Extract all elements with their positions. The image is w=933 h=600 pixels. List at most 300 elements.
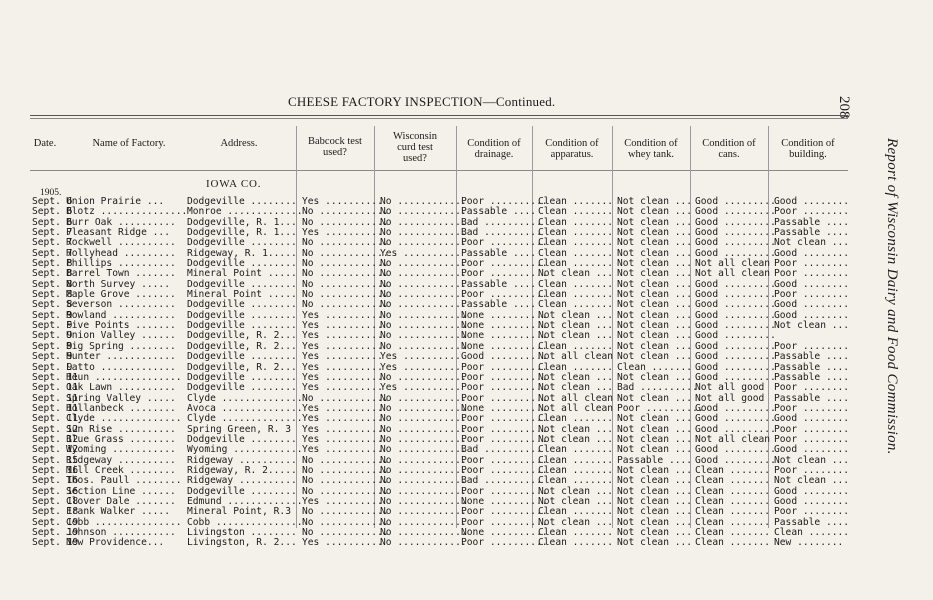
factory-name-cell: Union Prairie ... xyxy=(66,196,165,207)
date-cell: Sept. 8 xyxy=(32,278,73,290)
address-cell: Avoca .............. xyxy=(187,402,303,414)
building-cell: Poor ........ xyxy=(774,340,850,352)
babcock-cell: Yes .......... xyxy=(302,444,383,456)
whey-tank-cell: Poor .......... xyxy=(617,402,704,414)
factory-name-cell: Mill Creek ........ xyxy=(66,464,176,476)
apparatus-cell: Not clean ... xyxy=(538,382,614,394)
curd-test-cell: No ............ xyxy=(380,537,467,549)
cans-cell: Good ......... xyxy=(695,227,776,239)
curd-test-cell: Yes .......... xyxy=(380,382,461,394)
factory-name-cell: Frank Walker ..... xyxy=(66,506,170,518)
cans-cell: Good ......... xyxy=(695,320,776,332)
date-cell: Sept. 12 xyxy=(32,444,79,456)
whey-tank-cell: Not clean ... xyxy=(617,330,693,342)
drainage-cell: None .......... xyxy=(461,495,548,507)
date-cell: Sept. 16 xyxy=(32,485,79,497)
curd-test-cell: Yes .......... xyxy=(380,351,461,363)
curd-test-cell: No ............ xyxy=(380,413,467,425)
curd-test-cell: No ............ xyxy=(380,516,467,528)
building-cell: Good ........ xyxy=(774,413,850,425)
date-cell: Sept. 15 xyxy=(32,454,79,466)
apparatus-cell: Clean ....... xyxy=(538,413,614,425)
building-cell: Passable .... xyxy=(774,216,850,228)
building-cell: Passable .... xyxy=(774,351,850,363)
building-cell: Passable .... xyxy=(774,371,850,383)
cans-cell: Clean ....... xyxy=(695,475,771,487)
factory-name-cell: Barrel Town ....... xyxy=(66,268,176,280)
apparatus-cell: Clean ....... xyxy=(538,216,614,228)
whey-tank-cell: Not clean ... xyxy=(617,227,693,239)
babcock-cell: Yes .......... xyxy=(302,320,383,332)
curd-test-cell: No ............ xyxy=(380,340,467,352)
whey-tank-cell: Not clean ... xyxy=(617,444,693,456)
cans-cell: Good ......... xyxy=(695,413,776,425)
building-cell: Poor ........ xyxy=(774,506,850,518)
drainage-cell: Poor .......... xyxy=(461,433,548,445)
cans-cell: Good ......... xyxy=(695,247,776,259)
date-cell: Sept. 19 xyxy=(32,527,79,538)
building-cell: Poor ........ xyxy=(774,423,850,435)
babcock-cell: No ............ xyxy=(302,454,389,466)
header-curd: Wisconsin curd test used? xyxy=(393,131,437,164)
address-cell: Dodgeville ........ xyxy=(187,258,297,270)
top-rule-2 xyxy=(30,118,848,119)
date-cell: Sept. 8 xyxy=(32,268,73,280)
cans-cell: Good ......... xyxy=(695,237,776,249)
building-cell: Good ........ xyxy=(774,485,850,497)
factory-name-cell: Wyoming ........... xyxy=(66,444,176,456)
factory-name-cell: Ridgeway .......... xyxy=(66,454,176,466)
babcock-cell: No ............ xyxy=(302,392,389,404)
header-cans: Condition of cans. xyxy=(702,138,756,160)
whey-tank-cell: Not clean ... xyxy=(617,485,693,497)
address-cell: Dodgeville ........ xyxy=(187,371,297,383)
factory-name-cell: North Survey ..... xyxy=(66,278,170,290)
address-cell: Edmund ............. xyxy=(187,495,303,507)
babcock-cell: Yes .......... xyxy=(302,351,383,363)
date-cell: Sept. 11 xyxy=(32,392,79,404)
date-cell: Sept. 9 xyxy=(32,309,73,321)
address-cell: Ridgeway, R. 2..... xyxy=(187,464,297,476)
date-cell: Sept. 18 xyxy=(32,495,79,507)
date-cell: Sept. 9 xyxy=(32,351,73,363)
drainage-cell: None .......... xyxy=(461,527,548,538)
apparatus-cell: Clean ....... xyxy=(538,444,614,456)
drainage-cell: Poor .......... xyxy=(461,237,548,249)
date-cell: Sept. 7 xyxy=(32,227,73,239)
drainage-cell: Poor .......... xyxy=(461,423,548,435)
address-cell: Dodgeville ........ xyxy=(187,433,297,445)
header-name: Name of Factory. xyxy=(92,138,166,149)
cans-cell: Clean ....... xyxy=(695,506,771,518)
header-apparatus: Condition of apparatus. xyxy=(545,138,599,160)
whey-tank-cell: Not clean ... xyxy=(617,258,693,270)
curd-test-cell: No ............ xyxy=(380,371,467,383)
table-row xyxy=(0,538,933,548)
factory-name-cell: Clyde .............. xyxy=(66,413,182,425)
address-cell: Dodgeville, R. 2... xyxy=(187,330,297,342)
factory-name-cell: Rowland ........... xyxy=(66,309,176,321)
header-building: Condition of building. xyxy=(781,138,835,160)
curd-test-cell: No ............ xyxy=(380,237,467,249)
whey-tank-cell: Clean ....... xyxy=(617,361,693,373)
whey-tank-cell: Not clean ... xyxy=(617,537,693,549)
factory-name-cell: New Providence... xyxy=(66,537,165,549)
cans-cell: Good ......... xyxy=(695,330,776,342)
apparatus-cell: Not clean ... xyxy=(538,268,614,280)
building-cell: Passable .... xyxy=(774,361,850,373)
whey-tank-cell: Not clean ... xyxy=(617,196,693,207)
address-cell: Mineral Point ..... xyxy=(187,289,297,301)
date-cell: Sept. 6 xyxy=(32,206,73,218)
drainage-cell: Poor .......... xyxy=(461,382,548,394)
cans-cell: Good ......... xyxy=(695,340,776,352)
drainage-cell: Poor .......... xyxy=(461,485,548,497)
babcock-cell: No ............ xyxy=(302,258,389,270)
whey-tank-cell: Not clean ... xyxy=(617,237,693,249)
curd-test-cell: No ............ xyxy=(380,527,467,538)
apparatus-cell: Clean ....... xyxy=(538,289,614,301)
curd-test-cell: No ............ xyxy=(380,299,467,311)
building-cell: Passable .... xyxy=(774,227,850,239)
date-cell: Sept. 12 xyxy=(32,433,79,445)
date-cell: Sept. 11 xyxy=(32,382,79,394)
date-cell: Sept. 9 xyxy=(32,320,73,332)
babcock-cell: Yes .......... xyxy=(302,382,383,394)
date-cell: Sept. 11 xyxy=(32,371,79,383)
apparatus-cell: Clean ....... xyxy=(538,237,614,249)
factory-name-cell: Blue Grass ........ xyxy=(66,433,176,445)
factory-name-cell: Spring Valley ..... xyxy=(66,392,176,404)
whey-tank-cell: Not clean ... xyxy=(617,351,693,363)
whey-tank-cell: Not clean ... xyxy=(617,433,693,445)
apparatus-cell: Not clean ... xyxy=(538,495,614,507)
address-cell: Dodgeville ........ xyxy=(187,351,297,363)
apparatus-cell: Clean ....... xyxy=(538,454,614,466)
date-cell: Sept. 16 xyxy=(32,464,79,476)
whey-tank-cell: Not clean ... xyxy=(617,268,693,280)
building-cell: Poor ........ xyxy=(774,433,850,445)
date-cell: Sept. 6 xyxy=(32,196,73,207)
building-cell: Not clean ... xyxy=(774,237,850,249)
babcock-cell: No ............ xyxy=(302,516,389,528)
curd-test-cell: No ............ xyxy=(380,227,467,239)
cans-cell: Good ......... xyxy=(695,278,776,290)
whey-tank-cell: Not clean ... xyxy=(617,475,693,487)
factory-name-cell: Hunter ............ xyxy=(66,351,176,363)
factory-name-cell: Severson .......... xyxy=(66,299,176,311)
table-row xyxy=(0,383,933,393)
date-cell: Sept. 8 xyxy=(32,258,73,270)
building-cell: Poor ........ xyxy=(774,206,850,218)
cans-cell: Good ......... xyxy=(695,371,776,383)
building-cell: Not clean ... xyxy=(774,454,850,466)
apparatus-cell: Clean ....... xyxy=(538,227,614,239)
curd-test-cell: No ............ xyxy=(380,258,467,270)
drainage-cell: Poor .......... xyxy=(461,464,548,476)
apparatus-cell: Clean ....... xyxy=(538,464,614,476)
cans-cell: Good ......... xyxy=(695,454,776,466)
drainage-cell: Poor .......... xyxy=(461,516,548,528)
table-row xyxy=(0,352,933,362)
address-cell: Dodgeville ........ xyxy=(187,237,297,249)
curd-test-cell: No ............ xyxy=(380,196,467,207)
babcock-cell: Yes .......... xyxy=(302,340,383,352)
curd-test-cell: No ............ xyxy=(380,309,467,321)
apparatus-cell: Clean ....... xyxy=(538,258,614,270)
curd-test-cell: No ............ xyxy=(380,464,467,476)
whey-tank-cell: Not clean ... xyxy=(617,495,693,507)
building-cell: Good ........ xyxy=(774,299,850,311)
date-cell: Sept. 7 xyxy=(32,247,73,259)
cans-cell: Clean ....... xyxy=(695,485,771,497)
building-cell: Good ........ xyxy=(774,444,850,456)
building-cell: Not clean ... xyxy=(774,475,850,487)
drainage-cell: Poor .......... xyxy=(461,258,548,270)
apparatus-cell: Not clean ... xyxy=(538,423,614,435)
factory-name-cell: Oak Lawn .......... xyxy=(66,382,176,394)
drainage-cell: None .......... xyxy=(461,340,548,352)
whey-tank-cell: Not clean ... xyxy=(617,371,693,383)
babcock-cell: Yes .......... xyxy=(302,361,383,373)
babcock-cell: Yes .......... xyxy=(302,227,383,239)
babcock-cell: No ............ xyxy=(302,506,389,518)
address-cell: Dodgeville ........ xyxy=(187,278,297,290)
babcock-cell: Yes .......... xyxy=(302,433,383,445)
address-cell: Spring Green, R. 3 xyxy=(187,423,291,435)
cans-cell: Clean ....... xyxy=(695,495,771,507)
drainage-cell: Good .......... xyxy=(461,351,548,363)
address-cell: Wyoming ............ xyxy=(187,444,303,456)
date-cell: Sept. 16 xyxy=(32,475,79,487)
cans-cell: Good ......... xyxy=(695,299,776,311)
cans-cell: Clean ....... xyxy=(695,464,771,476)
building-cell: Passable .... xyxy=(774,392,850,404)
apparatus-cell: Not all clean xyxy=(538,392,614,404)
date-cell: Sept. 9 xyxy=(32,330,73,342)
date-cell: Sept. 12 xyxy=(32,423,79,435)
factory-name-cell: Rockwell .......... xyxy=(66,237,176,249)
apparatus-cell: Clean ....... xyxy=(538,299,614,311)
building-cell: New ........ xyxy=(774,537,844,549)
apparatus-cell: Clean ....... xyxy=(538,527,614,538)
address-cell: Mineral Point ..... xyxy=(187,268,297,280)
cans-cell: Clean ....... xyxy=(695,537,771,549)
cans-cell: Good ......... xyxy=(695,423,776,435)
babcock-cell: Yes .......... xyxy=(302,330,383,342)
address-cell: Dodgeville ........ xyxy=(187,320,297,332)
babcock-cell: Yes .......... xyxy=(302,537,383,549)
date-cell: Sept. 11 xyxy=(32,402,79,414)
babcock-cell: No ............ xyxy=(302,216,389,228)
date-cell: Sept. 9 xyxy=(32,340,73,352)
apparatus-cell: Clean ....... xyxy=(538,537,614,549)
drainage-cell: Poor .......... xyxy=(461,454,548,466)
building-cell: Passable .... xyxy=(774,516,850,528)
building-cell: Good ........ xyxy=(774,495,850,507)
babcock-cell: Yes .......... xyxy=(302,402,383,414)
factory-name-cell: Phillips .......... xyxy=(66,258,176,270)
cans-cell: Good ......... xyxy=(695,289,776,301)
babcock-cell: No ............ xyxy=(302,278,389,290)
address-cell: Dodgeville, R. 1... xyxy=(187,216,297,228)
whey-tank-cell: Not clean ... xyxy=(617,392,693,404)
factory-name-cell: Section Line ...... xyxy=(66,485,176,497)
babcock-cell: Yes .......... xyxy=(302,196,383,207)
whey-tank-cell: Not clean ... xyxy=(617,527,693,538)
address-cell: Dodgeville ........ xyxy=(187,299,297,311)
curd-test-cell: Yes .......... xyxy=(380,361,461,373)
apparatus-cell: Clean ....... xyxy=(538,475,614,487)
apparatus-cell: Not clean ... xyxy=(538,371,614,383)
factory-name-cell: Hollyhead ......... xyxy=(66,247,176,259)
header-whey: Condition of whey tank. xyxy=(624,138,678,160)
curd-test-cell: Yes .......... xyxy=(380,247,461,259)
date-cell: Sept. 19 xyxy=(32,516,79,528)
address-cell: Dodgeville, R. 1... xyxy=(187,227,297,239)
address-cell: Mineral Point, R.3 xyxy=(187,506,291,518)
babcock-cell: No ............ xyxy=(302,247,389,259)
babcock-cell: No ............ xyxy=(302,475,389,487)
building-cell: Not clean ... xyxy=(774,320,850,332)
curd-test-cell: No ............ xyxy=(380,216,467,228)
date-cell: Sept. 8 xyxy=(32,289,73,301)
address-cell: Clyde .............. xyxy=(187,392,303,404)
date-cell: Sept. 8 xyxy=(32,299,73,311)
drainage-cell: None .......... xyxy=(461,402,548,414)
factory-name-cell: Union Valley ...... xyxy=(66,330,176,342)
building-cell: Good ........ xyxy=(774,278,850,290)
date-cell: Sept. 19 xyxy=(32,537,79,549)
header-rule xyxy=(30,170,848,171)
factory-name-cell: Hollanbeck ........ xyxy=(66,402,176,414)
address-cell: Livingston, R. 2... xyxy=(187,537,297,549)
cans-cell: Good ......... xyxy=(695,196,776,207)
whey-tank-cell: Not clean ... xyxy=(617,216,693,228)
babcock-cell: No ............ xyxy=(302,299,389,311)
whey-tank-cell: Passable .... xyxy=(617,454,693,466)
curd-test-cell: No ............ xyxy=(380,475,467,487)
whey-tank-cell: Not clean ... xyxy=(617,289,693,301)
curd-test-cell: No ............ xyxy=(380,320,467,332)
building-cell: Good ........ xyxy=(774,309,850,321)
drainage-cell: Bad .......... xyxy=(461,216,542,228)
cans-cell: Not all clean xyxy=(695,258,771,270)
babcock-cell: Yes .......... xyxy=(302,495,383,507)
address-cell: Ridgeway .......... xyxy=(187,454,297,466)
factory-name-cell: Big Spring ........ xyxy=(66,340,176,352)
drainage-cell: None .......... xyxy=(461,320,548,332)
factory-name-cell: Maple Grove ....... xyxy=(66,289,176,301)
apparatus-cell: Clean ....... xyxy=(538,196,614,207)
cans-cell: Good ......... xyxy=(695,309,776,321)
whey-tank-cell: Not clean ... xyxy=(617,464,693,476)
whey-tank-cell: Not clean ... xyxy=(617,423,693,435)
factory-name-cell: Sun Rise .......... xyxy=(66,423,176,435)
whey-tank-cell: Not clean ... xyxy=(617,320,693,332)
drainage-cell: Passable .... xyxy=(461,206,537,218)
whey-tank-cell: Not clean ... xyxy=(617,413,693,425)
cans-cell: Not all good xyxy=(695,382,765,394)
building-cell: Good ........ xyxy=(774,247,850,259)
building-cell: Poor ........ xyxy=(774,289,850,301)
header-babcock: Babcock test used? xyxy=(308,136,362,158)
whey-tank-cell: Not clean ... xyxy=(617,516,693,528)
curd-test-cell: No ............ xyxy=(380,206,467,218)
babcock-cell: No ............ xyxy=(302,237,389,249)
address-cell: Ridgeway .......... xyxy=(187,475,297,487)
whey-tank-cell: Not clean ... xyxy=(617,340,693,352)
curd-test-cell: No ............ xyxy=(380,423,467,435)
babcock-cell: No ............ xyxy=(302,289,389,301)
babcock-cell: Yes .......... xyxy=(302,413,383,425)
page-title: CHEESE FACTORY INSPECTION—Continued. xyxy=(288,94,556,109)
apparatus-cell: Clean ....... xyxy=(538,206,614,218)
cans-cell: Good ......... xyxy=(695,361,776,373)
drainage-cell: Poor .......... xyxy=(461,196,548,207)
apparatus-cell: Not clean ... xyxy=(538,320,614,332)
date-cell: Sept. 7 xyxy=(32,237,73,249)
building-cell: Poor ........ xyxy=(774,382,850,394)
factory-name-cell: Heun ............... xyxy=(66,371,182,383)
address-cell: Dodgeville, R. 2... xyxy=(187,340,297,352)
drainage-cell: Poor .......... xyxy=(461,506,548,518)
drainage-cell: Bad .......... xyxy=(461,444,542,456)
curd-test-cell: No ............ xyxy=(380,278,467,290)
apparatus-cell: Not clean ... xyxy=(538,485,614,497)
drainage-cell: Passable .... xyxy=(461,278,537,290)
inspection-rows xyxy=(0,197,933,549)
factory-name-cell: Johnson ........... xyxy=(66,527,176,538)
cans-cell: Good ......... xyxy=(695,351,776,363)
babcock-cell: Yes .......... xyxy=(302,309,383,321)
babcock-cell: No ............ xyxy=(302,206,389,218)
apparatus-cell: Not clean ... xyxy=(538,309,614,321)
page-number: 208 xyxy=(836,96,852,119)
cans-cell: Clean ....... xyxy=(695,516,771,528)
factory-name-cell: Five Points ....... xyxy=(66,320,176,332)
babcock-cell: No ............ xyxy=(302,527,389,538)
drainage-cell: Poor .......... xyxy=(461,413,548,425)
address-cell: Dodgeville ........ xyxy=(187,382,297,394)
address-cell: Clyde .............. xyxy=(187,413,303,425)
drainage-cell: Bad .......... xyxy=(461,475,542,487)
drainage-cell: None .......... xyxy=(461,309,548,321)
curd-test-cell: No ............ xyxy=(380,330,467,342)
cans-cell: Good ......... xyxy=(695,444,776,456)
side-title: Report of Wisconsin Dairy and Food Commission. xyxy=(884,138,900,455)
whey-tank-cell: Not clean ... xyxy=(617,247,693,259)
address-cell: Cobb ............... xyxy=(187,516,303,528)
drainage-cell: Poor .......... xyxy=(461,289,548,301)
babcock-cell: No ............ xyxy=(302,268,389,280)
top-rule xyxy=(30,115,848,116)
drainage-cell: Poor .......... xyxy=(461,268,548,280)
babcock-cell: No ............ xyxy=(302,485,389,497)
factory-name-cell: Burr Oak .......... xyxy=(66,216,176,228)
header-date: Date. xyxy=(33,138,57,149)
building-cell: Clean ....... xyxy=(774,527,850,538)
apparatus-cell: Clean ....... xyxy=(538,506,614,518)
curd-test-cell: No ............ xyxy=(380,433,467,445)
apparatus-cell: Clean ....... xyxy=(538,247,614,259)
curd-test-cell: No ............ xyxy=(380,402,467,414)
building-cell: Poor ........ xyxy=(774,464,850,476)
drainage-cell: Poor .......... xyxy=(461,392,548,404)
cans-cell: Good ......... xyxy=(695,206,776,218)
curd-test-cell: No ............ xyxy=(380,495,467,507)
date-cell: Sept. 9 xyxy=(32,361,73,373)
